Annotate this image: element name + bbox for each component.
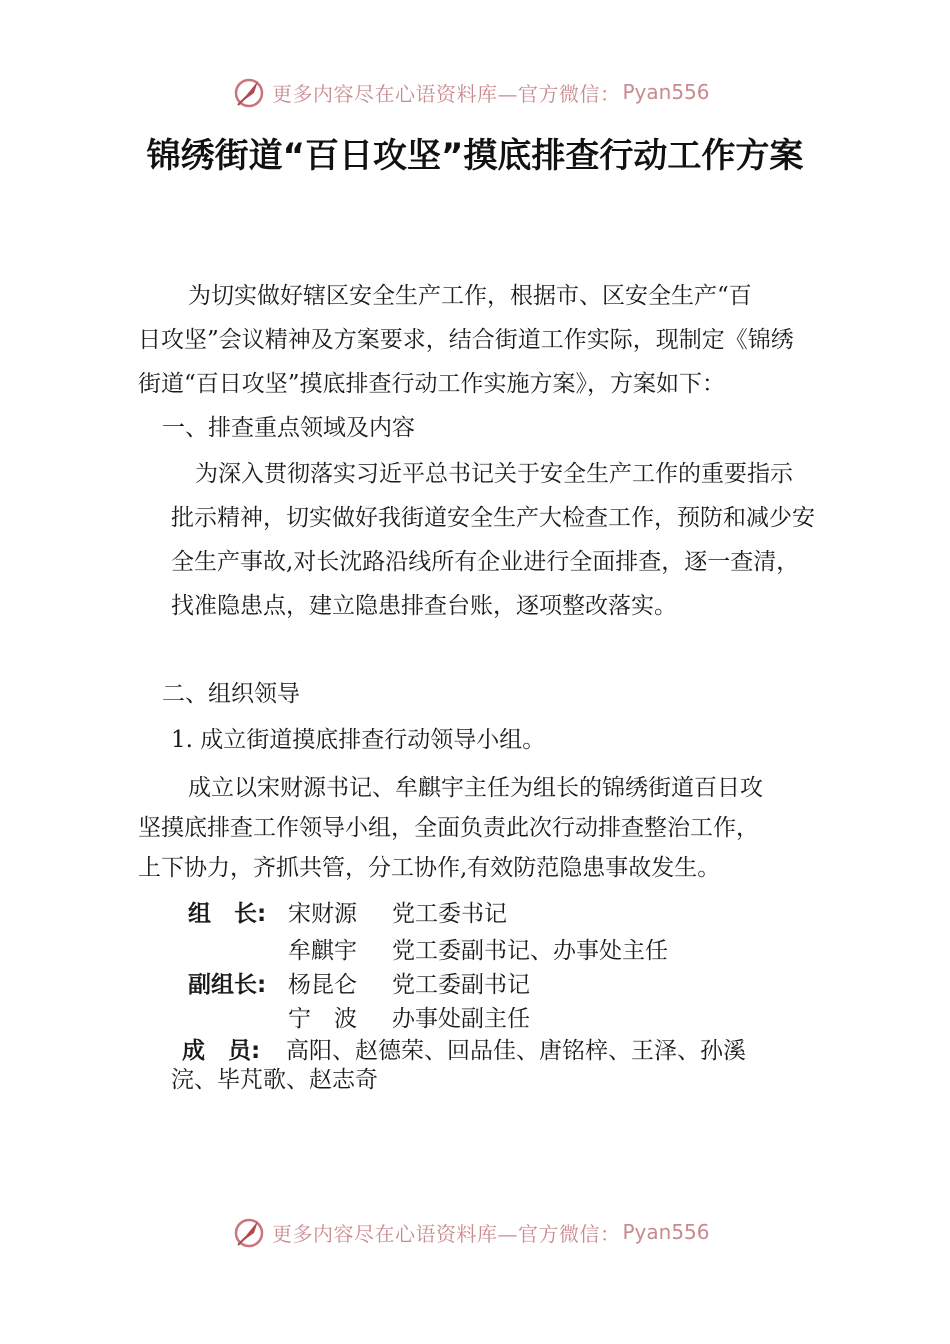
deputy-title: 办事处副主任: [392, 1006, 530, 1032]
intro-line-1: 为切实做好辖区安全生产工作，根据市、区安全生产“百: [188, 283, 752, 309]
members-list-line-1: 高阳、赵德荣、回品佳、唐铭梓、王泽、孙溪: [286, 1038, 746, 1064]
section-1-body: 为深入贯彻落实习近平总书记关于安全生产工作的重要指示批示精神，切实做好我街道安全生产大检查工作，预防和减少安全生产事故,对长沈路沿线所有企业进行全面排查，逐一查清，找准隐患点，建立隐患排查台账，逐项整改落实。: [171, 461, 815, 619]
leader-label: 组 长:: [188, 901, 267, 927]
deputy-row-2: [288, 1002, 530, 1036]
deputy-title: 党工委副书记: [392, 972, 530, 998]
deputy-name: 宁 波: [288, 1006, 357, 1032]
leader-name: 宋财源: [288, 901, 357, 927]
watermark-text: 更多内容尽在心语资料库—官方微信：: [272, 1221, 621, 1246]
section-1-heading: 一、排查重点领域及内容: [162, 415, 415, 441]
section-2-heading: 二、组织领导: [162, 681, 300, 707]
document-title: 锦绣街道“百日攻坚”摸底排查行动工作方案: [146, 136, 804, 176]
intro-line-2: 日攻坚”会议精神及方案要求，结合街道工作实际，现制定《锦绣: [138, 327, 794, 353]
quill-logo-icon: [232, 1215, 266, 1249]
leader-title: 党工委副书记、办事处主任: [392, 938, 668, 964]
members-label: 成 员:: [182, 1038, 261, 1064]
watermark-header: [232, 74, 710, 110]
members-list-line-2: 浣、毕芃歌、赵志奇: [171, 1067, 378, 1093]
watermark-wechat-id: Pyan556: [622, 80, 710, 104]
quill-logo-icon: [232, 75, 266, 109]
section-2-para-line-3: 上下协力，齐抓共管，分工协作,有效防范隐患事故发生。: [138, 855, 721, 881]
members-row-continued: [171, 1063, 378, 1097]
leader-row-2: [288, 934, 668, 968]
section-2-para-line-2: 坚摸底排查工作领导小组，全面负责此次行动排查整治工作，: [138, 815, 759, 841]
watermark-wechat-id: Pyan556: [622, 1220, 710, 1244]
leader-row-1: [188, 897, 507, 931]
section-2-sub-1: 1. 成立街道摸底排查行动领导小组。: [171, 727, 546, 753]
deputy-label: 副组长:: [188, 972, 267, 998]
section-2-para-line-1: 成立以宋财源书记、牟麒宇主任为组长的锦绣街道百日攻: [188, 775, 763, 801]
leader-title: 党工委书记: [392, 901, 507, 927]
deputy-row-1: [188, 968, 530, 1002]
watermark-text: 更多内容尽在心语资料库—官方微信：: [272, 81, 621, 106]
watermark-footer: [232, 1214, 710, 1250]
deputy-name: 杨昆仑: [288, 972, 357, 998]
leader-name: 牟麒宇: [288, 938, 357, 964]
intro-line-3: 街道“百日攻坚”摸底排查行动工作实施方案》，方案如下：: [138, 371, 726, 397]
